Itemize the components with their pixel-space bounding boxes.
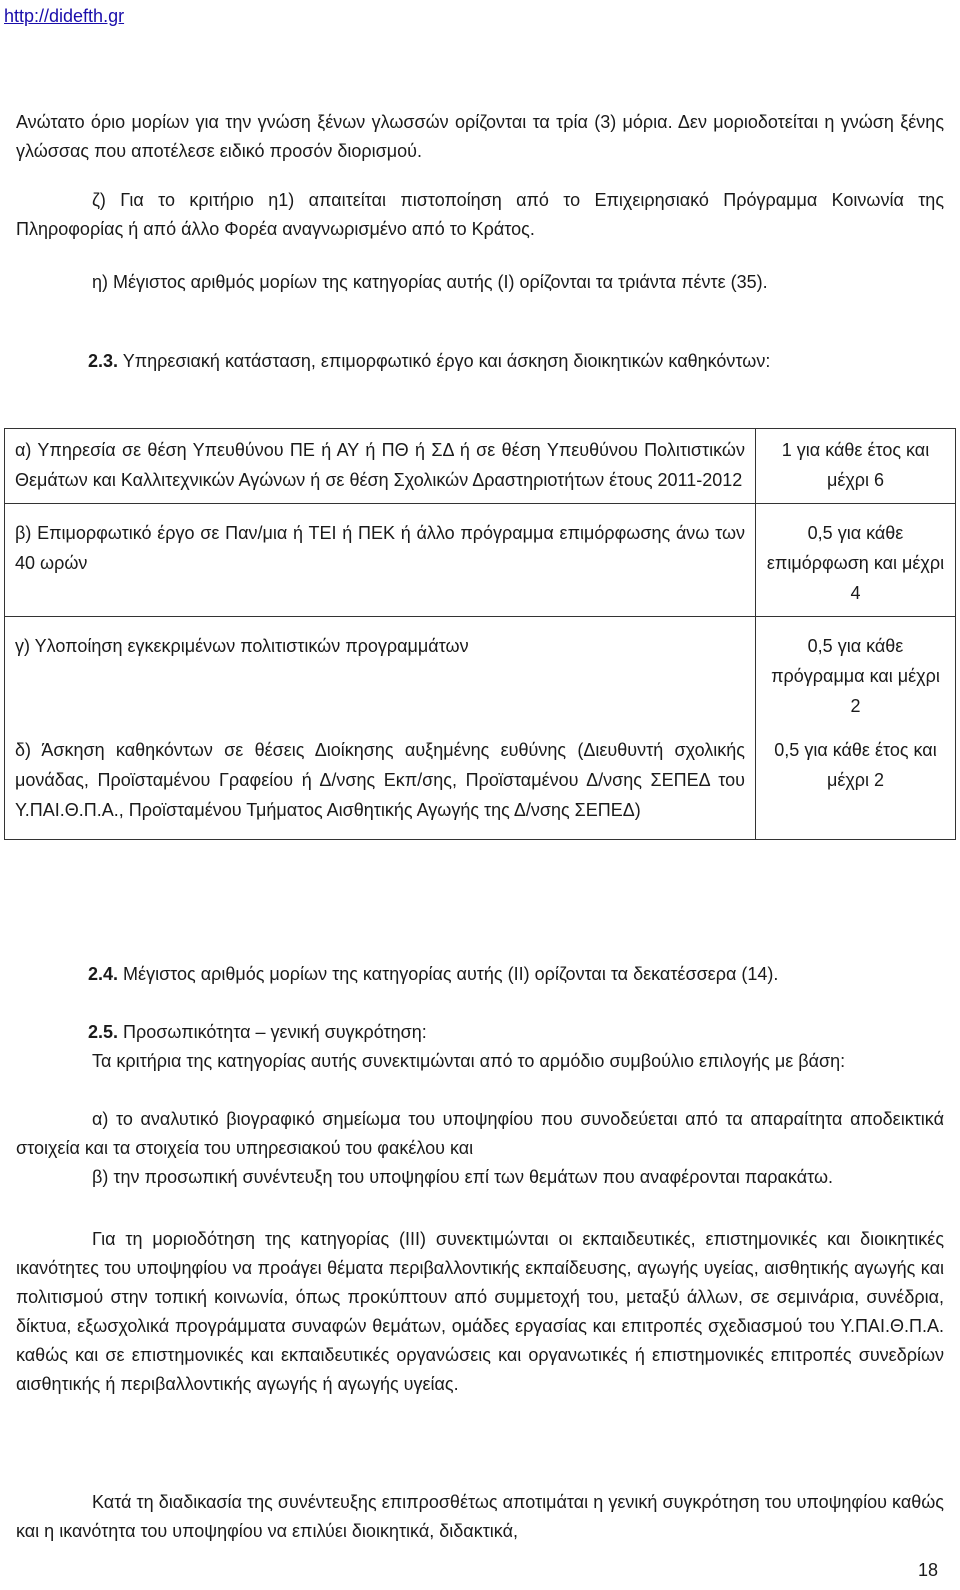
- section-2-4: [16, 958, 944, 990]
- table-row: [5, 429, 956, 504]
- section-2-5-number: 2.5.: [88, 1022, 119, 1042]
- section-2-3-number: 2.3.: [88, 351, 119, 371]
- table-row: [5, 504, 956, 617]
- paragraph-2-5-alpha: α) το αναλυτικό βιογραφικό σημείωμα του υποψηφίου που συνοδεύεται από τα απαραίτητα αποδεικτικά στοιχεία και τα στοιχεία του υπηρεσιακού του φακέλου και: [16, 1109, 944, 1158]
- row-points: 1 για κάθε έτος και μέχρι 6: [756, 429, 956, 504]
- row-description: [5, 617, 756, 840]
- row-description: α) Υπηρεσία σε θέση Υπευθύνου ΠΕ ή ΑΥ ή ΠΘ ή ΣΔ ή σε θέση Υπευθύνου Πολιτιστικών Θεμάτων και Καλλιτεχνικών Αγώνων ή σε θέση Σχολικών Δραστηριοτήτων έτους 2011-2012: [5, 429, 756, 504]
- paragraph-2-5-interview: Κατά τη διαδικασία της συνέντευξης επιπροσθέτως αποτιμάται η γενική συγκρότηση του υποψηφίου καθώς και η ικανότητα του υποψηφίου να επιλύει διοικητικά, διδακτικά,: [16, 1492, 944, 1541]
- paragraph-2-5-beta: β) την προσωπική συνέντευξη του υποψηφίου επί των θεμάτων που αναφέρονται παρακάτω.: [92, 1167, 834, 1187]
- row-description: β) Επιμορφωτικό έργο σε Παν/μια ή ΤΕΙ ή ΠΕΚ ή άλλο πρόγραμμα επιμόρφωσης άνω των 40 ωρών: [5, 504, 756, 617]
- paragraph-2-5-category-iii: Για τη μοριοδότηση της κατηγορίας (ΙΙΙ) συνεκτιμώνται οι εκπαιδευτικές, επιστημονικές και διοικητικές ικανότητες του υποψηφίου να προάγει θέματα περιβαλλοντικής εκπαίδευσης, αγωγής υγείας, αισθητικής αγωγής και πολιτισμού στην τοπική κοινωνία, όπως προκύπτουν από συμμετοχή του, μεταξύ άλλων, σε σεμινάρια, συνέδρια, δίκτυα, εξωσχολικά προγράμματα συναφών θεμάτων, ομάδες εργασίας και επιτροπές σχεδιασμού του Υ.ΠΑΙ.Θ.Π.Α. καθώς και σε επιστημονικές και εκπαιδευτικές οργανώσεις και οργανωτικές ή επιστημονικές επιτροπές συνεδρίων αισθητικής ή περιβαλλοντικής αγωγής ή αγωγής υγείας.: [16, 1229, 944, 1394]
- row-points: 0,5 για κάθε επιμόρφωση και μέχρι 4: [756, 504, 956, 617]
- header-link[interactable]: http://didefth.gr: [4, 6, 125, 26]
- row-points-delta: 0,5 για κάθε έτος και μέχρι 2: [774, 740, 937, 790]
- paragraph-language-limit: Ανώτατο όριο μορίων για την γνώση ξένων γλωσσών ορίζονται τα τρία (3) μόρια. Δεν μοριοδοτείται η γνώση ξένης γλώσσας που αποτέλεσε ειδικό προσόν διορισμού.: [16, 112, 944, 161]
- paragraph-criterion-eta: η) Μέγιστος αριθμός μορίων της κατηγορίας αυτής (Ι) ορίζονται τα τριάντα πέντε (35).: [92, 272, 768, 292]
- row-description-gamma: γ) Υλοποίηση εγκεκριμένων πολιτιστικών προγραμμάτων: [15, 636, 469, 656]
- criteria-table: [4, 428, 956, 840]
- row-points: [756, 617, 956, 840]
- page-number: 18: [917, 1560, 938, 1580]
- paragraph-criterion-zeta: ζ) Για το κριτήριο η1) απαιτείται πιστοποίηση από το Επιχειρησιακό Πρόγραμμα Κοινωνία της Πληροφορίας ή από άλλο Φορέα αναγνωρισμένο από το Κράτος.: [16, 190, 944, 239]
- section-2-3-text: Υπηρεσιακή κατάσταση, επιμορφωτικό έργο και άσκηση διοικητικών καθηκόντων:: [122, 351, 771, 371]
- section-2-3-heading: [16, 345, 944, 377]
- row-points-gamma: 0,5 για κάθε πρόγραμμα και μέχρι 2: [771, 636, 940, 716]
- paragraph-2-5-intro: Τα κριτήρια της κατηγορίας αυτής συνεκτιμώνται από το αρμόδιο συμβούλιο επιλογής με βάση:: [92, 1051, 846, 1071]
- section-2-5-title: Προσωπικότητα – γενική συγκρότηση:: [123, 1022, 427, 1042]
- table-row: [5, 617, 956, 840]
- section-2-5-heading: [16, 1018, 944, 1047]
- row-description-delta: δ) Άσκηση καθηκόντων σε θέσεις Διοίκησης αυξημένης ευθύνης (Διευθυντή σχολικής μονάδας, Προϊσταμένου Γραφείου ή Δ/νσης Εκπ/σης, Προϊσταμένου Δ/νσης ΣΕΠΕΔ του Υ.ΠΑΙ.Θ.Π.Α., Προϊσταμένου Τμήματος Αισθητικής Αγωγής της Δ/νσης ΣΕΠΕΔ): [15, 740, 745, 820]
- section-2-4-text: Μέγιστος αριθμός μορίων της κατηγορίας αυτής (ΙΙ) ορίζονται τα δεκατέσσερα (14).: [123, 964, 779, 984]
- section-2-4-number: 2.4.: [88, 964, 119, 984]
